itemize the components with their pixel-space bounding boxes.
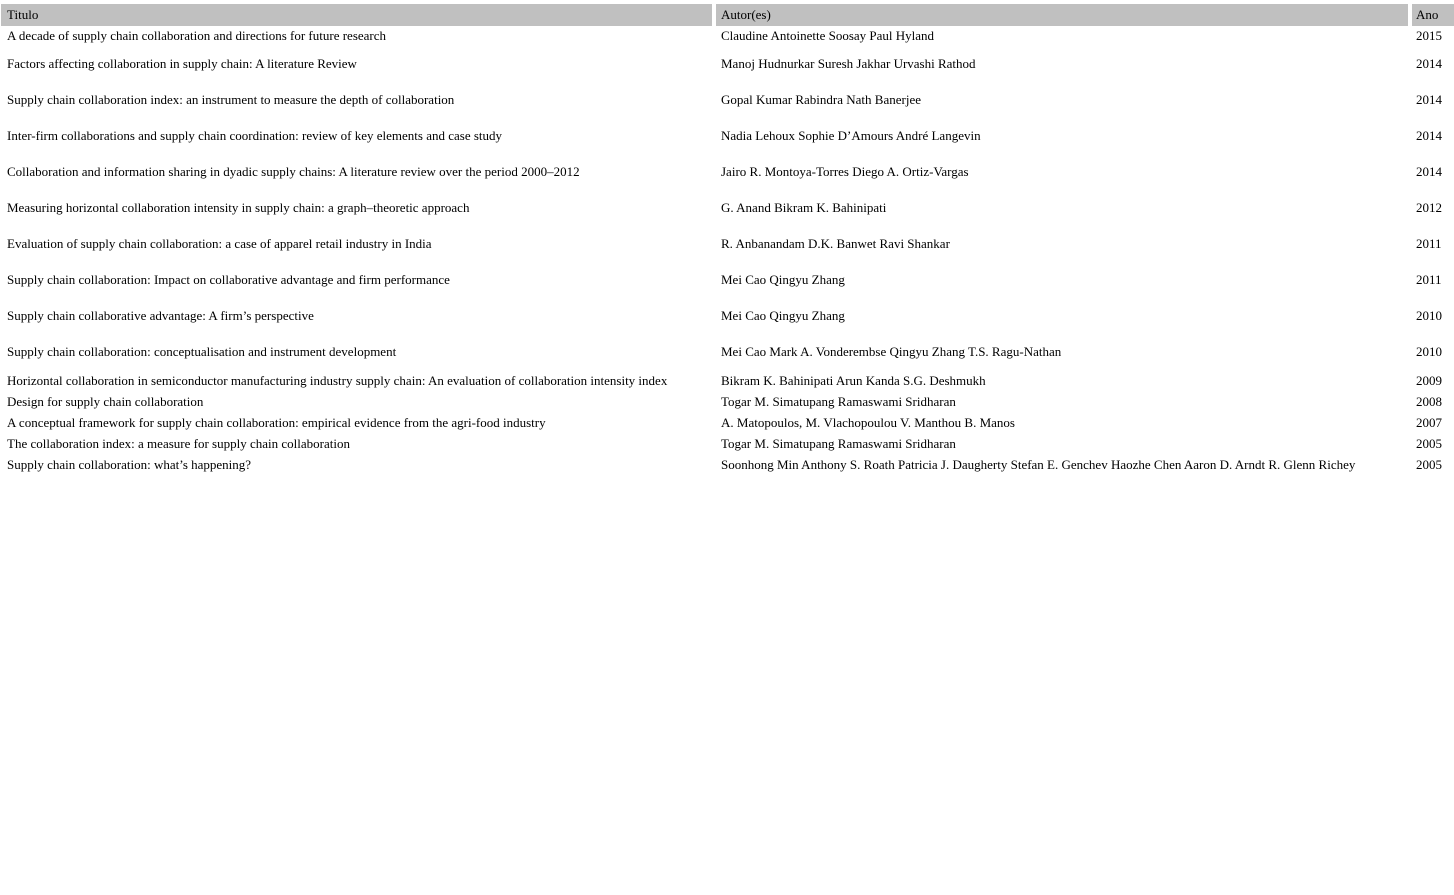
cell-authors: Togar M. Simatupang Ramaswami Sridharan [721,435,956,451]
cell-title: Evaluation of supply chain collaboration: a case of apparel retail industry in India [7,236,432,251]
table-header [1,4,1454,26]
cell-year: 2010 [1416,344,1442,359]
cell-title: The collaboration index: a measure for supply chain collaboration [7,435,350,451]
cell-title: Supply chain collaboration: what’s happening? [7,456,252,472]
cell-authors: Bikram K. Bahinipati Arun Kanda S.G. Deshmukh [721,372,986,388]
cell-authors: Togar M. Simatupang Ramaswami Sridharan [721,393,956,409]
cell-title: A decade of supply chain collaboration and directions for future research [7,28,387,43]
cell-authors: Mei Cao Qingyu Zhang [721,308,845,323]
column-header-ano[interactable]: Ano [1412,4,1454,26]
cell-authors: Mei Cao Qingyu Zhang [721,272,845,287]
table-row[interactable] [1,154,1454,190]
cell-year: 2007 [1416,414,1442,430]
table-row[interactable] [1,118,1454,154]
cell-authors: Gopal Kumar Rabindra Nath Banerjee [721,92,921,107]
column-header-autores[interactable]: Autor(es) [716,4,1408,26]
cell-authors: Soonhong Min Anthony S. Roath Patricia J. Daugherty Stefan E. Genchev Haozhe Chen Aaron D. Arndt R. Glenn Richey [721,456,1356,472]
table-row[interactable] [1,26,1454,46]
cell-authors: Jairo R. Montoya-Torres Diego A. Ortiz-Vargas [721,164,969,179]
cell-title: Horizontal collaboration in semiconductor manufacturing industry supply chain: An evaluation of collaboration intensity index [7,372,668,388]
table-row[interactable] [1,433,1454,454]
cell-authors: A. Matopoulos, M. Vlachopoulou V. Manthou B. Manos [721,414,1015,430]
cell-year: 2011 [1416,272,1442,287]
cell-authors: Claudine Antoinette Soosay Paul Hyland [721,28,935,43]
cell-year: 2005 [1416,435,1442,451]
cell-authors: Nadia Lehoux Sophie D’Amours André Langevin [721,128,981,143]
cell-authors: Manoj Hudnurkar Suresh Jakhar Urvashi Rathod [721,56,976,71]
table-row[interactable] [1,82,1454,118]
cell-title: Factors affecting collaboration in supply chain: A literature Review [7,56,357,71]
cell-authors: Mei Cao Mark A. Vonderembse Qingyu Zhang T.S. Ragu-Nathan [721,344,1062,359]
cell-year: 2014 [1416,128,1442,143]
cell-year: 2014 [1416,92,1442,107]
cell-title: Measuring horizontal collaboration intensity in supply chain: a graph–theoretic approach [7,200,470,215]
cell-authors: R. Anbanandam D.K. Banwet Ravi Shankar [721,236,950,251]
cell-year: 2011 [1416,236,1442,251]
column-header-titulo[interactable]: Titulo [1,4,712,26]
cell-authors: G. Anand Bikram K. Bahinipati [721,200,887,215]
cell-title: Supply chain collaboration: conceptualisation and instrument development [7,344,397,359]
cell-year: 2014 [1416,56,1442,71]
table-body [1,26,1454,475]
cell-title: Supply chain collaborative advantage: A firm’s perspective [7,308,314,323]
table-row[interactable] [1,226,1454,262]
cell-title: Supply chain collaboration index: an instrument to measure the depth of collaboration [7,92,455,107]
cell-year: 2008 [1416,393,1442,409]
results-table [1,4,1454,475]
cell-year: 2015 [1416,28,1442,43]
table-row[interactable] [1,262,1454,298]
table-row[interactable] [1,298,1454,334]
cell-year: 2009 [1416,372,1442,388]
cell-year: 2010 [1416,308,1442,323]
cell-year: 2014 [1416,164,1442,179]
cell-title: Supply chain collaboration: Impact on collaborative advantage and firm performance [7,272,450,287]
cell-title: A conceptual framework for supply chain collaboration: empirical evidence from the agri-food industry [7,414,546,430]
cell-year: 2012 [1416,200,1442,215]
cell-title: Inter-firm collaborations and supply chain coordination: review of key elements and case study [7,128,503,143]
table-row[interactable] [1,412,1454,433]
cell-title: Design for supply chain collaboration [7,393,204,409]
table-row[interactable] [1,46,1454,82]
table-row[interactable] [1,391,1454,412]
table-row[interactable] [1,370,1454,391]
cell-title: Collaboration and information sharing in dyadic supply chains: A literature review over the period 2000–2012 [7,164,580,179]
table-row[interactable] [1,334,1454,370]
cell-year: 2005 [1416,456,1442,472]
table-row[interactable] [1,454,1454,475]
table-row[interactable] [1,190,1454,226]
